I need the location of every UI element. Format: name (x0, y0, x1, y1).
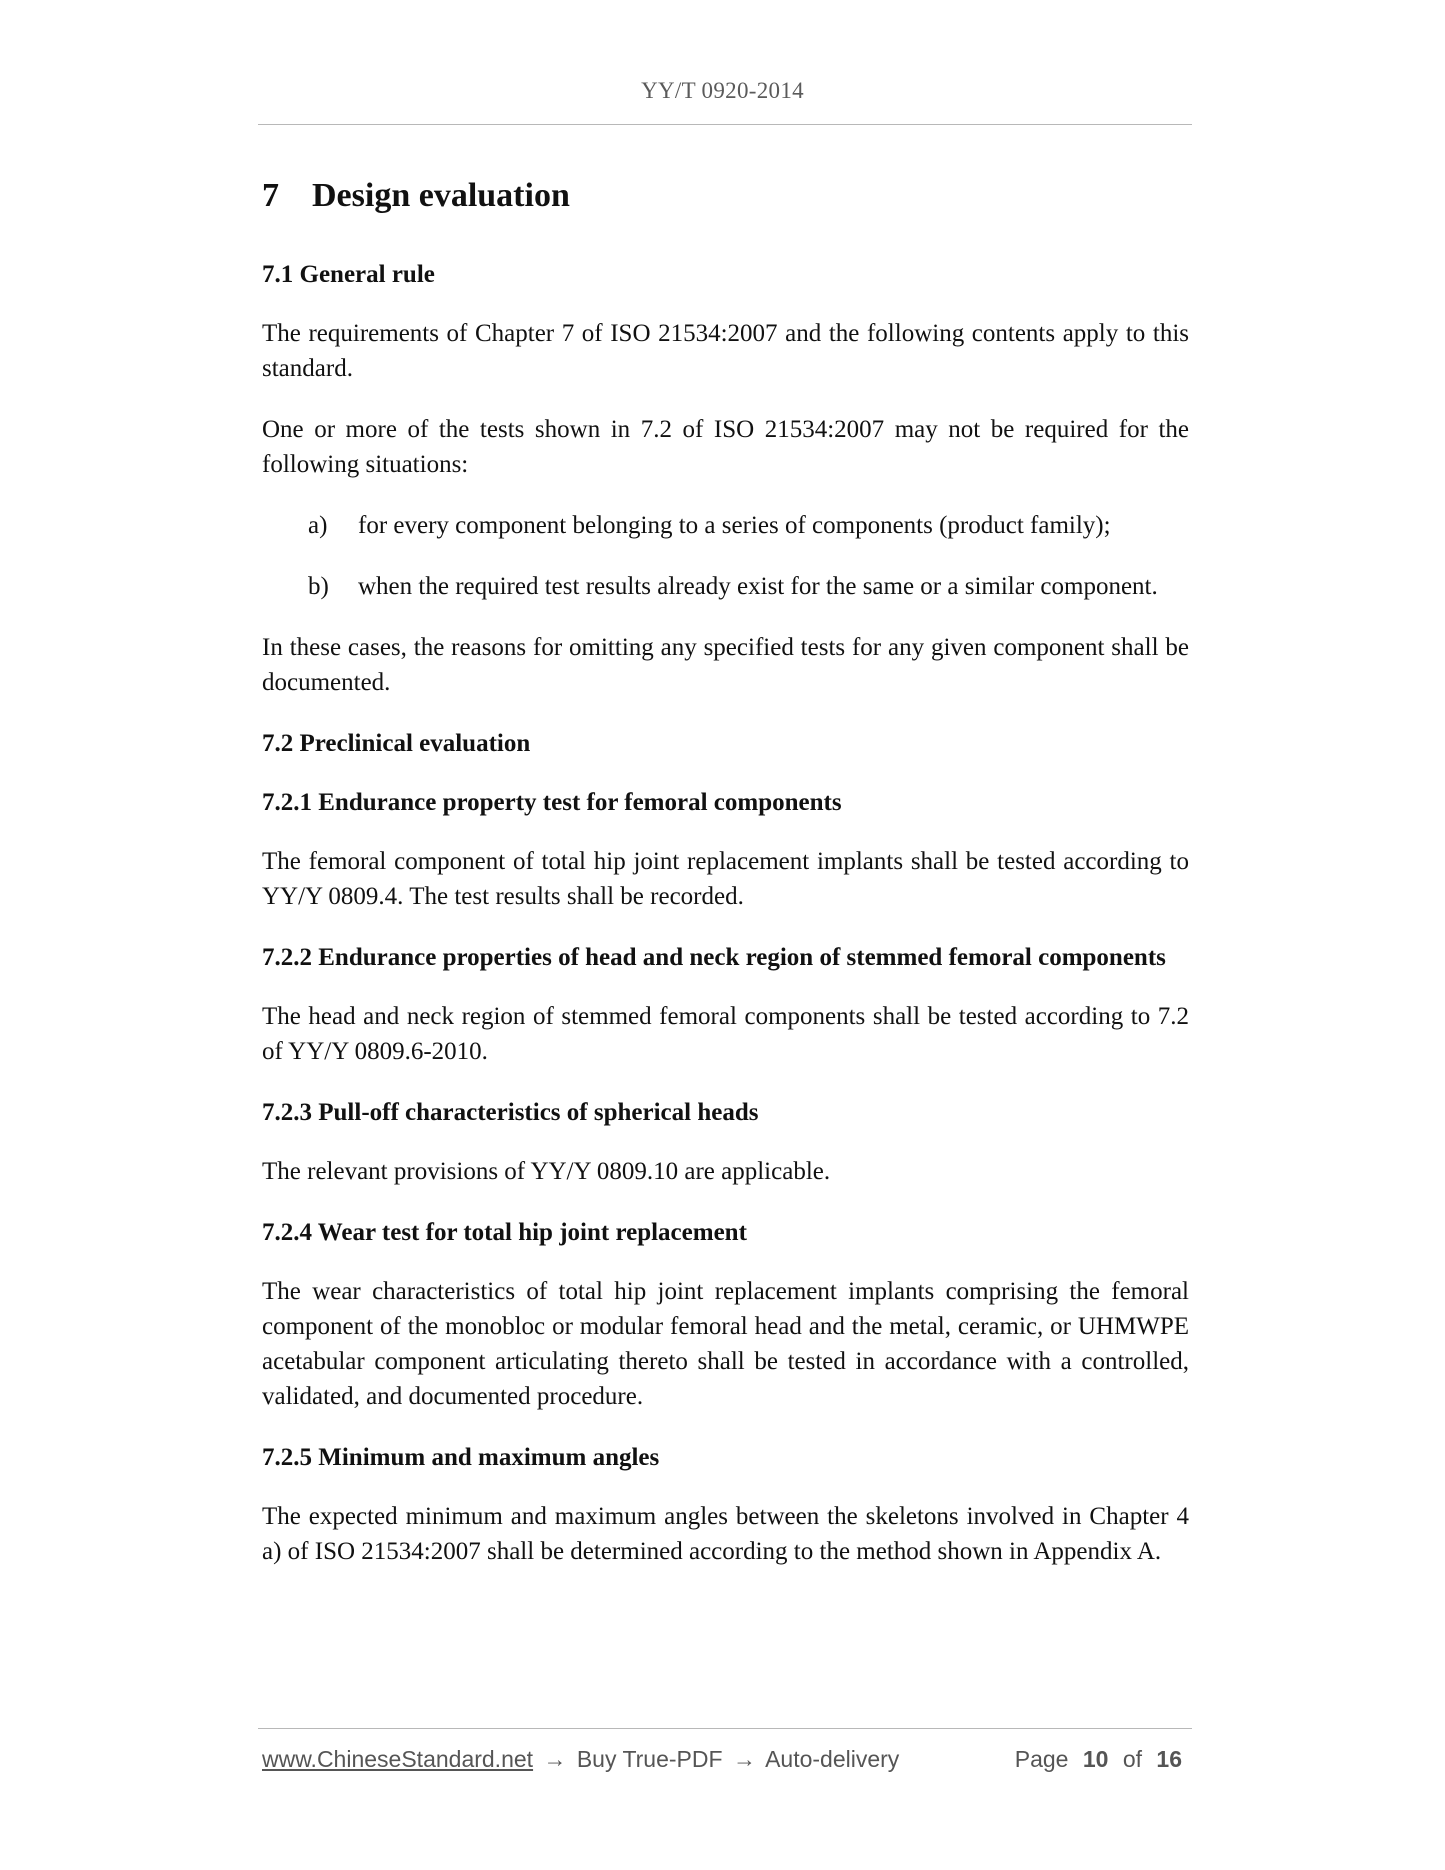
arrow-right-icon: → (732, 1746, 756, 1772)
header-divider (258, 124, 1192, 125)
section-7-1-paragraph-3: In these cases, the reasons for omitting any specified tests for any given component shall be documented. (262, 633, 1189, 696)
page-of-label: of (1122, 1746, 1143, 1772)
footer-divider (258, 1728, 1192, 1729)
page-body (262, 176, 1189, 1595)
arrow-right-icon: → (543, 1746, 567, 1772)
buy-true-pdf-link[interactable]: Buy True-PDF (576, 1746, 723, 1772)
list-marker: a) (308, 511, 328, 539)
chapter-title (262, 176, 1189, 217)
footer-promo (262, 1746, 899, 1773)
site-link[interactable]: www.ChineseStandard.net (262, 1746, 534, 1772)
list-item-b (308, 569, 1189, 604)
list-item-text: for every component belonging to a series of components (product family); (358, 511, 1111, 539)
chapter-title-text: Design evaluation (312, 177, 570, 214)
page-label: Page (1014, 1746, 1069, 1772)
header-doc-code: YY/T 0920-2014 (641, 78, 804, 103)
section-7-1-paragraph-1: The requirements of Chapter 7 of ISO 21534:2007 and the following contents apply to this standard. (262, 319, 1189, 382)
page-number (1015, 1746, 1190, 1773)
page-total: 16 (1156, 1746, 1182, 1772)
section-7-2-4-paragraph: The wear characteristics of total hip joint replacement implants comprising the femoral component of the monobloc or modular femoral head and the metal, ceramic, or UHMWPE acetabular component articulating thereto shall be tested in accordance with a controlled, validated, and documented procedure. (262, 1277, 1189, 1410)
section-7-2-4-heading: 7.2.4 Wear test for total hip joint replacement (262, 1218, 747, 1246)
section-7-2-heading: 7.2 Preclinical evaluation (262, 729, 531, 757)
chapter-number: 7 (262, 177, 279, 214)
section-7-2-1-paragraph: The femoral component of total hip joint replacement implants shall be tested according to YY/Y 0809.4. The test results shall be recorded. (262, 847, 1189, 910)
page-current: 10 (1082, 1746, 1109, 1772)
section-7-2-2-heading: 7.2.2 Endurance properties of head and neck region of stemmed femoral components (262, 943, 1166, 971)
auto-delivery-text: Auto-delivery (765, 1746, 900, 1772)
section-7-1-paragraph-2: One or more of the tests shown in 7.2 of ISO 21534:2007 may not be required for the following situations: (262, 415, 1189, 478)
section-7-2-1-heading: 7.2.1 Endurance property test for femoral components (262, 788, 842, 816)
section-7-2-5-heading: 7.2.5 Minimum and maximum angles (262, 1443, 660, 1471)
section-7-2-3-paragraph: The relevant provisions of YY/Y 0809.10 are applicable. (262, 1157, 831, 1185)
list-item-text: when the required test results already exist for the same or a similar component. (358, 572, 1158, 600)
section-7-2-2-paragraph: The head and neck region of stemmed femoral components shall be tested according to 7.2 of YY/Y 0809.6-2010. (262, 1002, 1189, 1065)
list-item-a (308, 508, 1189, 543)
section-7-2-3-heading: 7.2.3 Pull-off characteristics of spherical heads (262, 1098, 759, 1126)
section-7-2-5-paragraph: The expected minimum and maximum angles between the skeletons involved in Chapter 4 a) of ISO 21534:2007 shall be determined according to the method shown in Appendix A. (262, 1502, 1189, 1565)
section-7-1-heading: 7.1 General rule (262, 260, 435, 288)
list-marker: b) (308, 572, 329, 600)
